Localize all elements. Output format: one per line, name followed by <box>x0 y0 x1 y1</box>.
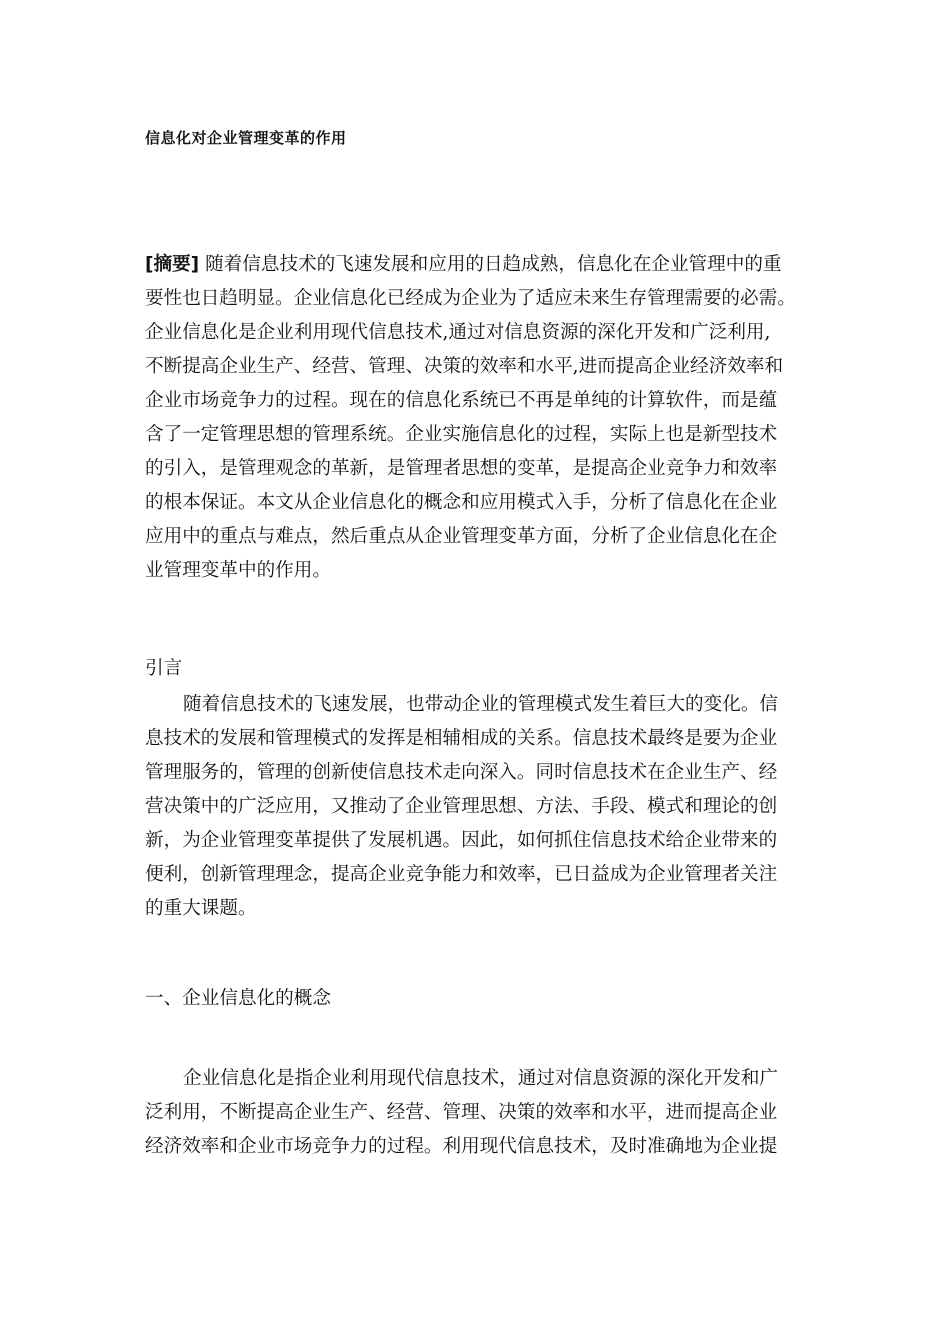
abstract-label: [摘要] <box>145 254 200 275</box>
section-line: 企业信息化是指企业利用现代信息技术，通过对信息资源的深化开发和广 <box>183 1068 779 1089</box>
introduction-line: 新，为企业管理变革提供了发展机遇。因此，如何抓住信息技术给企业带来的 <box>145 830 778 851</box>
document-title: 信息化对企业管理变革的作用 <box>145 129 347 147</box>
abstract-line: 企业市场竞争力的过程。现在的信息化系统已不再是单纯的计算软件，而是蕴 <box>145 390 778 411</box>
abstract-line: 应用中的重点与难点，然后重点从企业管理变革方面，分析了企业信息化在企 <box>145 526 778 547</box>
abstract-paragraph <box>145 248 805 588</box>
section-paragraph <box>145 1062 805 1164</box>
introduction-line: 便利，创新管理理念，提高企业竞争能力和效率，已日益成为企业管理者关注 <box>145 864 778 885</box>
abstract-line: 的根本保证。本文从企业信息化的概念和应用模式入手，分析了信息化在企业 <box>145 492 778 513</box>
abstract-line: 业管理变革中的作用。 <box>145 560 331 581</box>
introduction-line: 随着信息技术的飞速发展，也带动企业的管理模式发生着巨大的变化。信 <box>183 694 779 715</box>
abstract-line: 企业信息化是企业利用现代信息技术,通过对信息资源的深化开发和广泛利用, <box>145 322 771 343</box>
introduction-paragraph <box>145 688 805 926</box>
abstract-line: 不断提高企业生产、经营、管理、决策的效率和水平,进而提高企业经济效率和 <box>145 356 784 377</box>
introduction-line: 营决策中的广泛应用，又推动了企业管理思想、方法、手段、模式和理论的创 <box>145 796 778 817</box>
section-line: 经济效率和企业市场竞争力的过程。利用现代信息技术，及时准确地为企业提 <box>145 1136 778 1157</box>
section-line: 泛利用，不断提高企业生产、经营、管理、决策的效率和水平，进而提高企业 <box>145 1102 778 1123</box>
abstract-line: 要性也日趋明显。企业信息化已经成为企业为了适应未来生存管理需要的必需。 <box>145 288 796 309</box>
abstract-line: 的引入，是管理观念的革新，是管理者思想的变革，是提高企业竞争力和效率 <box>145 458 778 479</box>
introduction-heading: 引言 <box>145 658 183 679</box>
abstract-line <box>145 248 805 282</box>
introduction-line: 的重大课题。 <box>145 898 257 919</box>
abstract-line-text: 随着信息技术的飞速发展和应用的日趋成熟，信息化在企业管理中的重 <box>199 254 782 275</box>
introduction-line: 管理服务的，管理的创新使信息技术走向深入。同时信息技术在企业生产、经 <box>145 762 778 783</box>
section-heading: 一、企业信息化的概念 <box>145 988 331 1009</box>
introduction-line: 息技术的发展和管理模式的发挥是相辅相成的关系。信息技术最终是要为企业 <box>145 728 778 749</box>
abstract-line: 含了一定管理思想的管理系统。企业实施信息化的过程，实际上也是新型技术 <box>145 424 778 445</box>
